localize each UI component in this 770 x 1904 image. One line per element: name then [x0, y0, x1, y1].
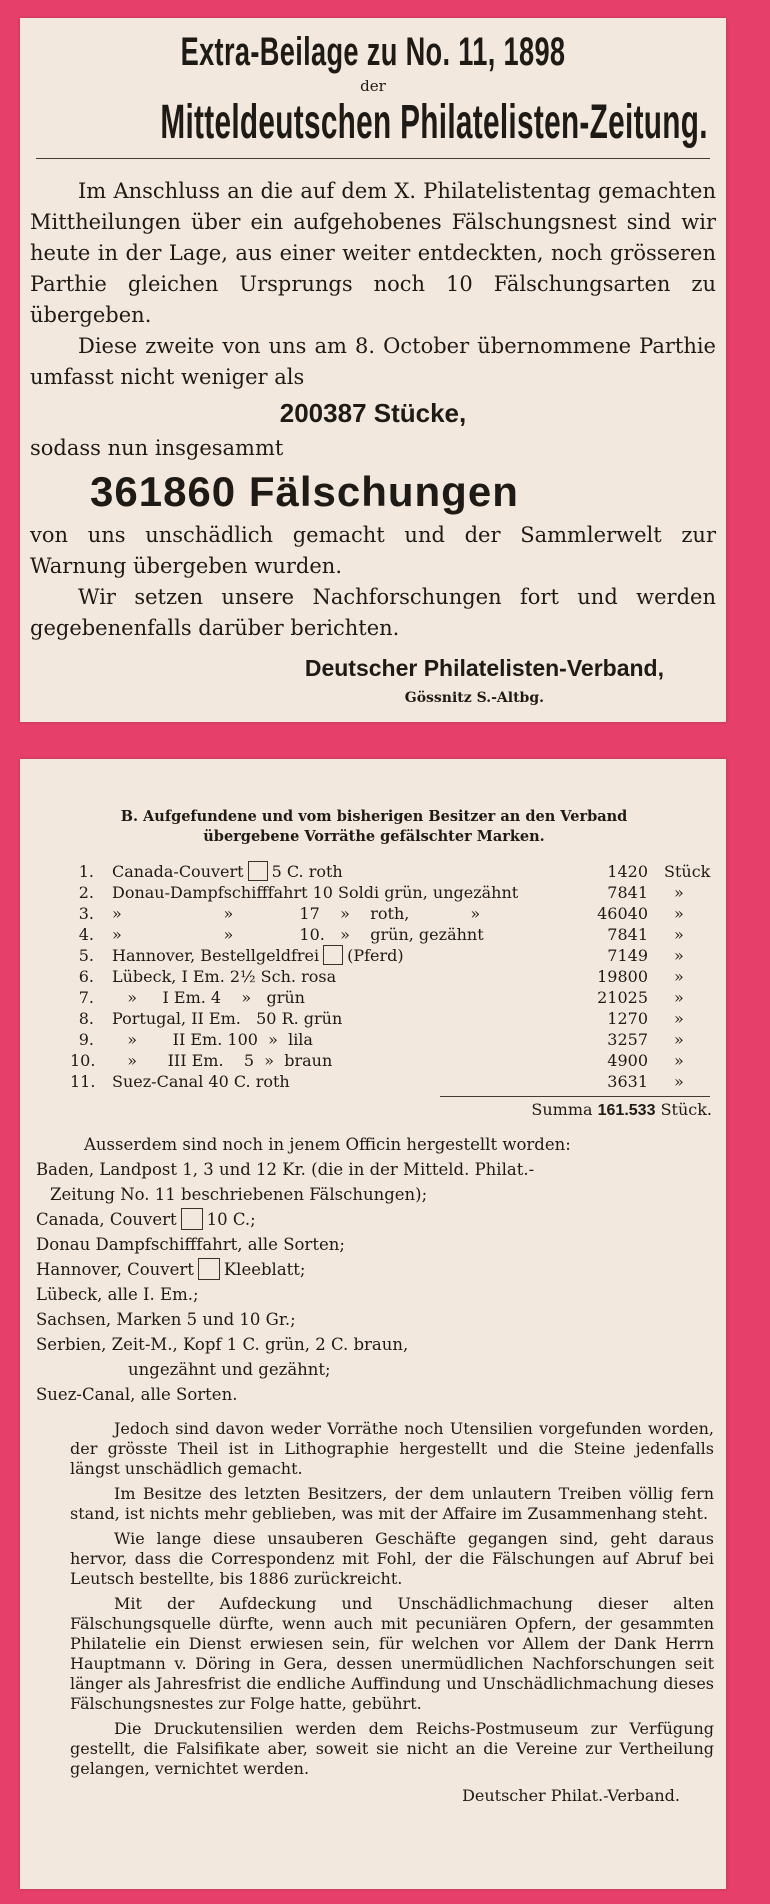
summa-unit: Stück. [660, 1100, 712, 1119]
table-row [30, 1029, 718, 1050]
paragraph-aufdeckung: Mit der Aufdeckung und Unschädlichmachung dieser alten Fälschungsquelle dürfte, wenn auch mit pecuniären Opfern, der gesammten Philatelie ein Dienst erwiesen sein, für welchen vor Allem der Dank Herrn Hauptmann v. Döring in Gera, dessen unermüdlichen Nachforschungen seit länger als Jahresfrist die endliche Auffindung und Unschädlichmachung dieses Fälschungsnestes zur Folge hatte, gebührt. [70, 1594, 714, 1713]
row-unit: » [674, 967, 684, 986]
row-description-text: » » 17 » roth, » [112, 904, 481, 923]
item-hannover [36, 1257, 718, 1282]
blank-box-icon [198, 1258, 220, 1280]
paragraph-3: sodass nun insgesammt [30, 436, 284, 460]
row-number: 8. [78, 1009, 94, 1028]
paragraph-1: Im Anschluss an die auf dem X. Philatelistentag gemachten Mittheilungen über ein aufgehobenes Fälschungsnest sind wir heute in der Lage, aus einer weiter entdeckten, noch grösseren Parthie gleichen Ursprungs noch 10 Fälschungsarten zu übergeben. [30, 179, 716, 327]
summa-line [30, 1097, 718, 1124]
row-number: 2. [78, 883, 94, 902]
row-number: 3. [78, 904, 94, 923]
table-row [30, 924, 718, 945]
blank-box-icon [181, 1208, 203, 1230]
table-row [30, 945, 718, 966]
row-description-text: » II Em. 100 » lila [112, 1030, 313, 1049]
item-sachsen: Sachsen, Marken 5 und 10 Gr.; [36, 1310, 296, 1329]
paragraph-jedoch: Jedoch sind davon weder Vorräthe noch Utensilien vorgefunden worden, der grösste Theil ist in Lithographie hergestellt und die Steine jedenfalls längst unschädlich gemacht. [70, 1419, 714, 1478]
row-description-text: Donau-Dampfschifffahrt 10 Soldi grün, ungezähnt [112, 883, 519, 902]
row-unit: » [674, 883, 684, 902]
header-line-2: Mitteldeutschen Philatelisten-Zeitung. [160, 96, 708, 149]
item-canada [36, 1207, 718, 1232]
row-unit: » [674, 946, 684, 965]
row-description [112, 1008, 342, 1029]
row-description [112, 1071, 290, 1092]
row-description [112, 1050, 332, 1071]
table-row [30, 1071, 718, 1092]
row-quantity: 7841 [607, 883, 648, 902]
section-title-line-1: B. Aufgefundene und vom bisherigen Besitzer an den Verband [120, 808, 628, 825]
row-unit: » [674, 904, 684, 923]
row-number: 7. [78, 988, 94, 1007]
table-row [30, 1008, 718, 1029]
item-serbien: Serbien, Zeit-M., Kopf 1 C. grün, 2 C. braun, [36, 1335, 409, 1354]
row-description [112, 861, 343, 882]
item-serbien-cont: ungezähnt und gezähnt; [128, 1360, 331, 1379]
big-total: 361860 Fälschungen [90, 468, 519, 515]
paragraph-besitze: Im Besitze des letzten Besitzers, der dem unlautern Treiben völlig fern stand, ist nichts mehr geblieben, was mit der Affaire im Zusammenhang steht. [70, 1484, 714, 1523]
row-description [112, 945, 404, 966]
item-canada-b: 10 C.; [206, 1210, 256, 1229]
big-count: 200387 Stücke, [279, 398, 467, 428]
header-line-1: Extra-Beilage zu No. 11, 1898 [180, 30, 566, 74]
row-description-text: » III Em. 5 » braun [112, 1051, 333, 1070]
table-row [30, 903, 718, 924]
blank-box-icon [323, 945, 343, 965]
row-unit: » [674, 925, 684, 944]
ausserdem-intro: Ausserdem sind noch in jenem Officin hergestellt worden: [84, 1135, 571, 1154]
row-description [112, 882, 518, 903]
row-number: 1. [78, 862, 94, 881]
section-title-line-2: übergebene Vorräthe gefälschter Marken. [203, 828, 545, 845]
row-number: 11. [70, 1072, 96, 1091]
row-description-suffix: 5 C. roth [271, 862, 343, 881]
row-quantity: 3631 [607, 1072, 648, 1091]
row-quantity: 4900 [607, 1051, 648, 1070]
signature-2: Deutscher Philat.-Verband. [462, 1786, 680, 1805]
row-description [112, 1029, 313, 1050]
additional-list [30, 1132, 718, 1407]
blank-box-icon [248, 861, 268, 881]
row-description [112, 924, 484, 945]
row-description-text: » I Em. 4 » grün [112, 988, 305, 1007]
item-donau: Donau Dampfschifffahrt, alle Sorten; [36, 1235, 345, 1254]
row-description [112, 966, 336, 987]
row-description-text: Suez-Canal 40 C. roth [112, 1072, 290, 1091]
row-quantity: 7149 [607, 946, 648, 965]
paragraph-2: Diese zweite von uns am 8. October übernommene Parthie umfasst nicht weniger als [30, 334, 716, 389]
summa-label: Summa [531, 1100, 593, 1119]
header-rule [36, 158, 710, 162]
row-unit: Stück [664, 862, 711, 881]
row-quantity: 46040 [597, 904, 648, 923]
row-quantity: 21025 [597, 988, 648, 1007]
row-number: 6. [78, 967, 94, 986]
row-description-text: Lübeck, I Em. 2½ Sch. rosa [112, 967, 337, 986]
stock-table [30, 861, 718, 1092]
item-baden-cont: Zeitung No. 11 beschriebenen Fälschungen); [50, 1185, 428, 1204]
table-row [30, 882, 718, 903]
paragraph-5: Wir setzen unsere Nachforschungen fort und werden gegebenenfalls darüber berichten. [30, 585, 716, 640]
row-quantity: 3257 [607, 1030, 648, 1049]
table-row [30, 1050, 718, 1071]
row-quantity: 7841 [607, 925, 648, 944]
row-unit: » [674, 1051, 684, 1070]
item-suez: Suez-Canal, alle Sorten. [36, 1385, 238, 1404]
item-luebeck: Lübeck, alle I. Em.; [36, 1285, 199, 1304]
item-canada-a: Canada, Couvert [36, 1210, 177, 1229]
table-row [30, 966, 718, 987]
row-unit: » [674, 988, 684, 1007]
item-hannover-a: Hannover, Couvert [36, 1260, 194, 1279]
place: Gössnitz S.-Altbg. [404, 690, 544, 706]
row-description-text: » » 10. » grün, gezähnt [112, 925, 484, 944]
row-description-text: Portugal, II Em. 50 R. grün [112, 1009, 343, 1028]
row-number: 9. [78, 1030, 94, 1049]
row-unit: » [674, 1072, 684, 1091]
signature: Deutscher Philatelisten-Verband, [304, 655, 664, 681]
row-number: 5. [78, 946, 94, 965]
row-unit: » [674, 1009, 684, 1028]
row-number: 10. [70, 1051, 96, 1070]
header-der: der [360, 77, 386, 95]
clipping-extra-beilage [20, 18, 726, 722]
row-quantity: 19800 [597, 967, 648, 986]
item-baden: Baden, Landpost 1, 3 und 12 Kr. (die in der Mitteld. Philat.- [36, 1160, 535, 1179]
row-description [112, 903, 480, 924]
row-quantity: 1420 [607, 862, 648, 881]
paragraph-wie-lange: Wie lange diese unsauberen Geschäfte gegangen sind, geht daraus hervor, dass die Correspondenz mit Fohl, der die Fälschungen auf Abruf bei Leutsch bestellte, bis 1886 zurückreicht. [70, 1529, 714, 1588]
row-description-text: Hannover, Bestellgeldfrei [112, 946, 320, 965]
clipping-vorraethe [20, 759, 726, 1889]
row-number: 4. [78, 925, 94, 944]
summa-value: 161.533 [597, 1102, 656, 1119]
item-hannover-b: Kleeblatt; [223, 1260, 306, 1279]
row-quantity: 1270 [607, 1009, 648, 1028]
row-description-suffix: (Pferd) [347, 946, 404, 965]
table-row [30, 861, 718, 882]
paragraph-4: von uns unschädlich gemacht und der Sammlerwelt zur Warnung übergeben wurden. [30, 523, 716, 578]
row-description-text: Canada-Couvert [112, 862, 244, 881]
row-description [112, 987, 305, 1008]
paragraph-druckutensilien: Die Druckutensilien werden dem Reichs-Postmuseum zur Verfügung gestellt, die Falsifikate aber, soweit sie nicht an die Vereine zur Vertheilung gelangen, vernichtet werden. [70, 1719, 714, 1778]
table-row [30, 987, 718, 1008]
row-unit: » [674, 1030, 684, 1049]
